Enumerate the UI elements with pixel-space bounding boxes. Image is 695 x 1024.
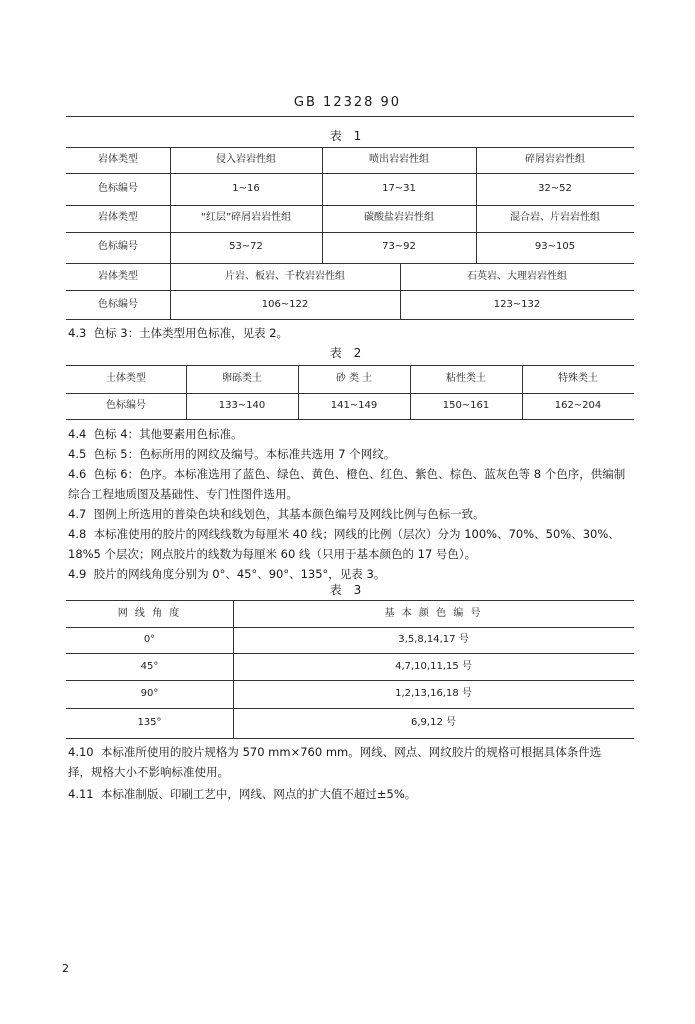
table3-cell: 135° [137, 717, 162, 728]
table1-cell: 73~92 [382, 241, 416, 252]
paragraph-4-5 [68, 444, 643, 464]
table2-cell: 特殊类土 [558, 373, 598, 384]
paragraph-text: 色标 4：其他要素用色标准。 [93, 427, 243, 441]
paragraph-4-10 [68, 742, 643, 762]
table1-rule [66, 147, 634, 148]
table3-rule [66, 680, 634, 681]
paragraph-number: 4.8 [68, 527, 87, 541]
paragraph-4-6-cont [68, 484, 643, 504]
paragraph-number: 4.4 [68, 427, 87, 441]
table2-rule [66, 393, 634, 394]
table1-cell: “红层”碎屑岩岩性组 [200, 212, 292, 223]
table2-cell: 土体类型 [106, 373, 146, 384]
table2-caption: 表 2 [329, 346, 366, 360]
table3-cell: 90° [140, 688, 159, 699]
table3-cell: 4,7,10,11,15 号 [395, 661, 472, 672]
table2-cell: 粘性类土 [446, 373, 486, 384]
paragraph-text: 色标 3：土体类型用色标准，见表 2。 [93, 326, 289, 340]
table1-cell: 色标编号 [98, 299, 138, 310]
table3-cell: 基 本 颜 色 编 号 [384, 608, 483, 619]
paragraph-text: 本标准使用的胶片的网线线数为每厘米 40 线；网线的比例（层次）分为 100%、70%、50%、30%、 [93, 527, 620, 541]
table3-cell: 网 线 角 度 [117, 608, 182, 619]
table1-cell: 1~16 [232, 183, 260, 194]
table1-cell: 石英岩、大理岩岩性组 [467, 271, 567, 282]
paragraph-number: 4.7 [68, 507, 87, 521]
table2-cell: 141~149 [330, 400, 378, 411]
table2-rule [66, 365, 634, 366]
page-number: 2 [62, 962, 69, 975]
paragraph-4-11 [68, 784, 643, 804]
table3-caption: 表 3 [329, 583, 366, 597]
paragraph-4-3 [68, 323, 643, 343]
table2-cell: 砂 类 土 [335, 373, 373, 384]
table3-cell: 45° [140, 661, 159, 672]
table3-cell: 3,5,8,14,17 号 [398, 634, 469, 645]
paragraph-number: 4.11 [68, 787, 94, 801]
paragraph-text: 色标 5：色标所用的网纹及编号。本标准共选用 7 个网纹。 [93, 447, 396, 461]
paragraph-text: 色标 6：色序。本标准选用了蓝色、绿色、黄色、橙色、红色、紫色、棕色、蓝灰色等 8 个色序，供编制 [93, 467, 626, 481]
table1-cell: 岩体类型 [98, 212, 138, 223]
table2-cell: 卵砾类土 [222, 373, 262, 384]
paragraph-4-7 [68, 504, 643, 524]
table1-rule [66, 232, 634, 233]
table1-cell: 32~52 [538, 183, 572, 194]
paragraph-number: 4.6 [68, 467, 87, 481]
table2-cell: 133~140 [218, 400, 266, 411]
paragraph-text: 图例上所选用的普染色块和线划色，其基本颜色编号及网线比例与色标一致。 [93, 507, 485, 521]
table3-cell: 6,9,12 号 [411, 717, 456, 728]
paragraph-text: 本标准制版、印刷工艺中，网线、网点的扩大值不超过±5%。 [100, 787, 417, 801]
table1-cell: 色标编号 [98, 183, 138, 194]
header-rule [66, 116, 634, 117]
paragraph-4-6 [68, 464, 643, 484]
paragraph-text: 择，规格大小不影响标准使用。 [68, 765, 229, 779]
table2-cell: 162~204 [554, 400, 602, 411]
table1-cell: 色标编号 [98, 241, 138, 252]
paragraph-text: 18%5 个层次；网点胶片的线数为每厘米 60 线（只用于基本颜色的 17 号色）。 [68, 547, 477, 561]
table1-cell: 93~105 [534, 241, 576, 252]
paragraph-text: 胶片的网线角度分别为 0°、45°、90°、135°，见表 3。 [93, 567, 386, 581]
table1-cell: 片岩、板岩、千枚岩岩性组 [225, 271, 345, 282]
table3-rule [66, 627, 634, 628]
paragraph-4-8 [68, 524, 643, 544]
table3-rule [66, 653, 634, 654]
table1-cell: 碳酸盐岩岩性组 [364, 212, 434, 223]
table1-rule [66, 173, 634, 174]
table1-caption: 表 1 [329, 129, 366, 143]
table1-cell: 碎屑岩岩性组 [525, 154, 585, 165]
paragraph-number: 4.9 [68, 567, 87, 581]
table1-cell: 喷出岩岩性组 [369, 154, 429, 165]
paragraph-4-10-cont [68, 762, 643, 782]
table1-cell: 17~31 [382, 183, 416, 194]
table1-rule [66, 205, 634, 206]
standard-number: GB 12328 90 [293, 95, 402, 110]
table1-rule [66, 319, 634, 320]
table1-rule [66, 263, 634, 264]
table1-cell: 岩体类型 [98, 271, 138, 282]
table1-cell: 混合岩、片岩岩性组 [510, 212, 600, 223]
paragraph-number: 4.10 [68, 745, 94, 759]
table3-rule [66, 738, 634, 739]
table1-cell: 123~132 [493, 299, 541, 310]
table1-cell: 53~72 [229, 241, 263, 252]
paragraph-number: 4.5 [68, 447, 87, 461]
table1-cell: 岩体类型 [98, 154, 138, 165]
table3-rule [66, 600, 634, 601]
table2-cell: 色标编号 [106, 400, 146, 411]
table1-cell: 106~122 [261, 299, 309, 310]
paragraph-text: 综合工程地质图及基础性、专门性图件选用。 [68, 487, 298, 501]
table2-cell: 150~161 [442, 400, 490, 411]
table3-cell: 0° [143, 634, 156, 645]
table1-rule [66, 290, 634, 291]
table3-cell: 1,2,13,16,18 号 [395, 688, 472, 699]
table3-rule [66, 708, 634, 709]
paragraph-text: 本标准所使用的胶片规格为 570 mm×760 mm。网线、网点、网纹胶片的规格可根据具体条件选 [100, 745, 602, 759]
table1-cell: 侵入岩岩性组 [216, 154, 276, 165]
paragraph-4-4 [68, 424, 643, 444]
paragraph-4-8-cont [68, 544, 643, 564]
paragraph-number: 4.3 [68, 326, 87, 340]
table2-rule [66, 419, 634, 420]
